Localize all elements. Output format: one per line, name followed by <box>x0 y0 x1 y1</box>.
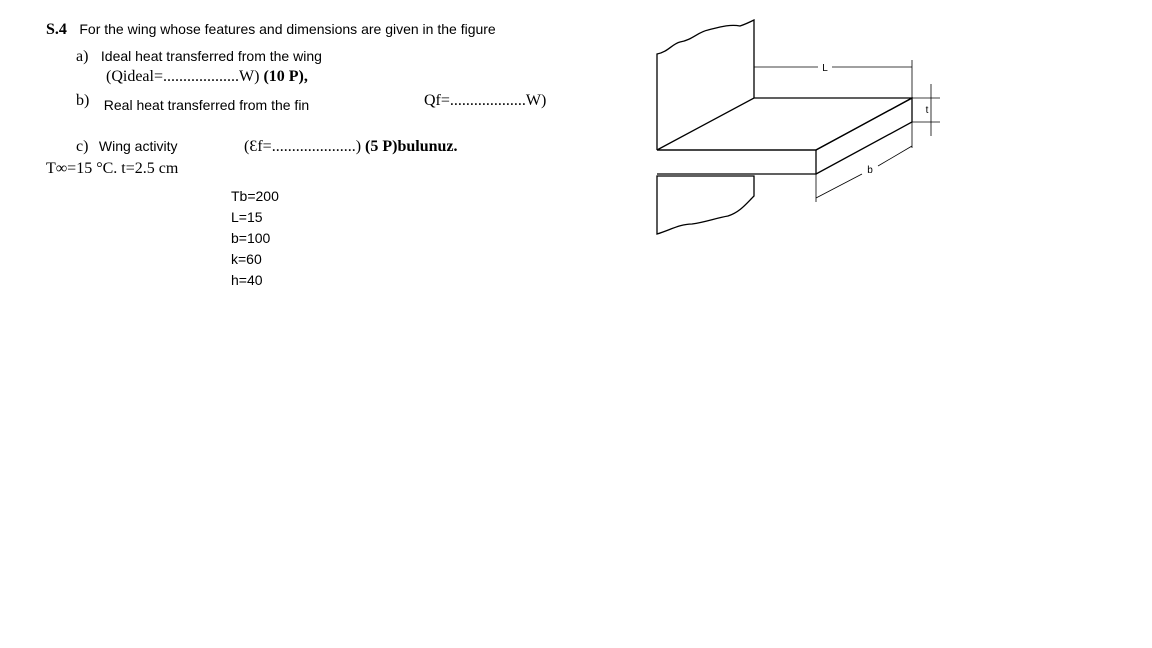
value-tb: Tb=200 <box>231 188 279 204</box>
part-a-answer-open: (Qideal= <box>106 68 163 85</box>
part-c-text: Wing activity <box>98 138 178 154</box>
wall-upper <box>657 20 754 150</box>
value-k: k=60 <box>231 251 262 267</box>
part-c-suffix: bulunuz. <box>397 138 458 155</box>
part-a-text: Ideal heat transferred from the wing <box>100 48 322 64</box>
value-b: b=100 <box>231 230 271 246</box>
part-b-letter: b) <box>76 92 90 109</box>
question-number: S.4 <box>46 21 67 38</box>
part-b-answer-close: W) <box>525 92 547 109</box>
value-l: L=15 <box>231 209 263 225</box>
fin-front-face <box>657 150 816 174</box>
label-b: b <box>867 165 873 176</box>
part-a-line <box>76 48 322 66</box>
question-intro: For the wing whose features and dimensions are given in the figure <box>79 21 496 37</box>
part-c-answer-close: ) <box>355 138 362 155</box>
part-a-points: (10 P), <box>263 68 308 85</box>
part-b-line <box>76 92 310 113</box>
part-c-line <box>76 138 177 156</box>
part-b-answer <box>424 92 546 110</box>
fin-figure <box>650 12 950 242</box>
given-conditions: T∞=15 °C. t=2.5 cm <box>46 160 179 177</box>
wall-lower <box>657 176 754 234</box>
part-c-answer <box>244 138 458 156</box>
part-c-answer-open: (Ɛf= <box>244 138 272 155</box>
given-values <box>231 186 279 291</box>
value-h: h=40 <box>231 272 263 288</box>
part-a-answer <box>106 68 308 86</box>
part-c-letter: c) <box>76 138 89 155</box>
part-b-text: Real heat transferred from the fin <box>103 97 310 113</box>
part-c-answer-dots: ..................... <box>271 138 356 155</box>
part-b-answer-open: Qf= <box>424 92 450 109</box>
part-a-letter: a) <box>76 48 89 65</box>
part-b-answer-dots: ................... <box>449 92 526 109</box>
question-header <box>46 21 496 39</box>
part-c-points: (5 P) <box>365 138 398 155</box>
dim-b-line-left <box>816 174 862 198</box>
part-a-answer-dots: ................... <box>163 68 239 85</box>
fin-side-face <box>816 98 912 174</box>
dim-b-line-right <box>878 146 912 166</box>
part-a-answer-close: W) <box>239 68 260 85</box>
label-l: L <box>822 63 828 74</box>
label-t: t <box>925 105 929 116</box>
